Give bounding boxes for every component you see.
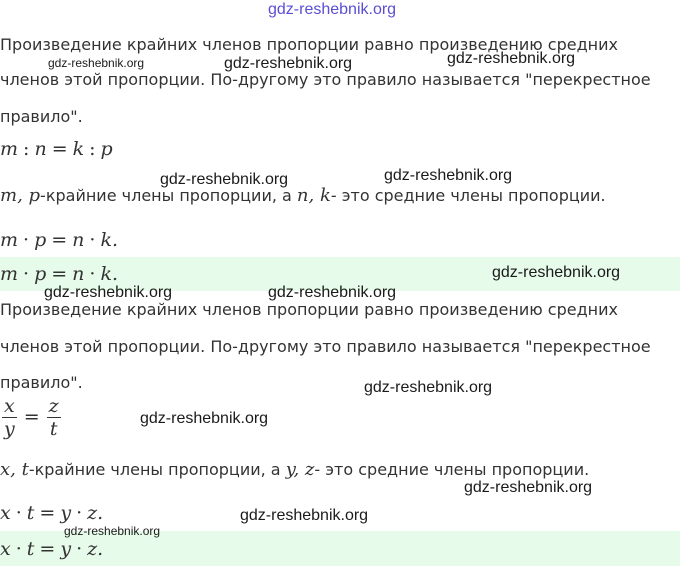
rule-line-2: членов этой пропорции. По-другому это правило называется "перекрестное — [0, 70, 651, 89]
extremes-terms: x, t — [0, 459, 29, 480]
product-equation — [0, 229, 118, 251]
operator: = — [39, 538, 56, 560]
numerator: x — [2, 395, 17, 418]
watermark: gdz-reshebnik.org — [464, 479, 593, 496]
means-terms: n, k — [296, 185, 331, 206]
term: m — [0, 229, 19, 251]
members-description — [0, 459, 589, 480]
watermark: gdz-reshebnik.org — [160, 171, 289, 188]
term: p — [34, 229, 47, 251]
term: t — [26, 538, 35, 560]
term: x — [0, 502, 11, 524]
operator: = — [51, 229, 68, 251]
answer-equation — [0, 538, 103, 560]
operator: : — [89, 138, 96, 160]
watermark: gdz-reshebnik.org — [447, 50, 576, 67]
extremes-terms: m, p — [0, 185, 41, 206]
term: p — [34, 263, 47, 285]
operator: · — [15, 538, 22, 560]
means-text: - это средние члены пропорции. — [314, 460, 590, 479]
term: n — [72, 229, 85, 251]
rule-line-3: правило". — [0, 107, 83, 126]
operator: = — [39, 502, 56, 524]
watermark: gdz-reshebnik.org — [492, 264, 621, 281]
denominator: t — [49, 418, 58, 440]
means-text: - это средние члены пропорции. — [330, 186, 606, 205]
rule-line-3: правило". — [0, 373, 83, 392]
term: z. — [87, 538, 104, 560]
term: n — [72, 263, 85, 285]
watermark: gdz-reshebnik.org — [48, 56, 145, 70]
term: z. — [87, 502, 104, 524]
operator: · — [23, 229, 30, 251]
watermark: gdz-reshebnik.org — [384, 167, 513, 184]
watermark: gdz-reshebnik.org — [240, 507, 369, 524]
operator: · — [76, 538, 83, 560]
product-equation — [0, 502, 103, 524]
term: t — [26, 502, 35, 524]
term: p — [100, 138, 113, 160]
watermark: gdz-reshebnik.org — [224, 55, 353, 72]
operator: = — [51, 138, 68, 160]
denominator: y — [4, 418, 15, 440]
means-terms: y, z — [285, 459, 315, 480]
operator: · — [23, 263, 30, 285]
rule-line-1: Произведение крайних членов пропорции равно произведению средних — [0, 35, 618, 54]
term: k. — [100, 263, 119, 285]
term: k — [72, 138, 85, 160]
term: n — [34, 138, 47, 160]
operator: : — [23, 138, 30, 160]
proportion-equation — [0, 138, 113, 160]
term: k. — [100, 229, 119, 251]
operator: · — [76, 502, 83, 524]
operator: · — [15, 502, 22, 524]
operator: · — [89, 263, 96, 285]
term: m — [0, 263, 19, 285]
fraction-equation — [0, 395, 63, 440]
answer-equation — [0, 263, 118, 285]
members-description — [0, 185, 606, 206]
operator: · — [89, 229, 96, 251]
fraction-right — [47, 395, 61, 440]
term: y — [60, 538, 72, 560]
watermark: gdz-reshebnik.org — [268, 284, 397, 301]
watermark: gdz-reshebnik.org — [44, 284, 173, 301]
numerator: z — [48, 395, 59, 417]
fraction-left — [2, 395, 17, 440]
header-watermark[interactable]: gdz-reshebnik.org — [268, 1, 397, 18]
rule-line-1: Произведение крайних членов пропорции равно произведению средних — [0, 300, 618, 319]
watermark: gdz-reshebnik.org — [64, 524, 161, 538]
extremes-text: -крайние члены пропорции, а — [40, 186, 297, 205]
rule-line-2: членов этой пропорции. По-другому это правило называется "перекрестное — [0, 337, 651, 356]
extremes-text: -крайние члены пропорции, а — [28, 460, 286, 479]
term: x — [0, 538, 11, 560]
term: y — [60, 502, 72, 524]
term: m — [0, 138, 19, 160]
operator: = — [51, 263, 68, 285]
watermark: gdz-reshebnik.org — [364, 379, 493, 396]
operator: = — [23, 405, 40, 428]
watermark: gdz-reshebnik.org — [140, 410, 269, 427]
